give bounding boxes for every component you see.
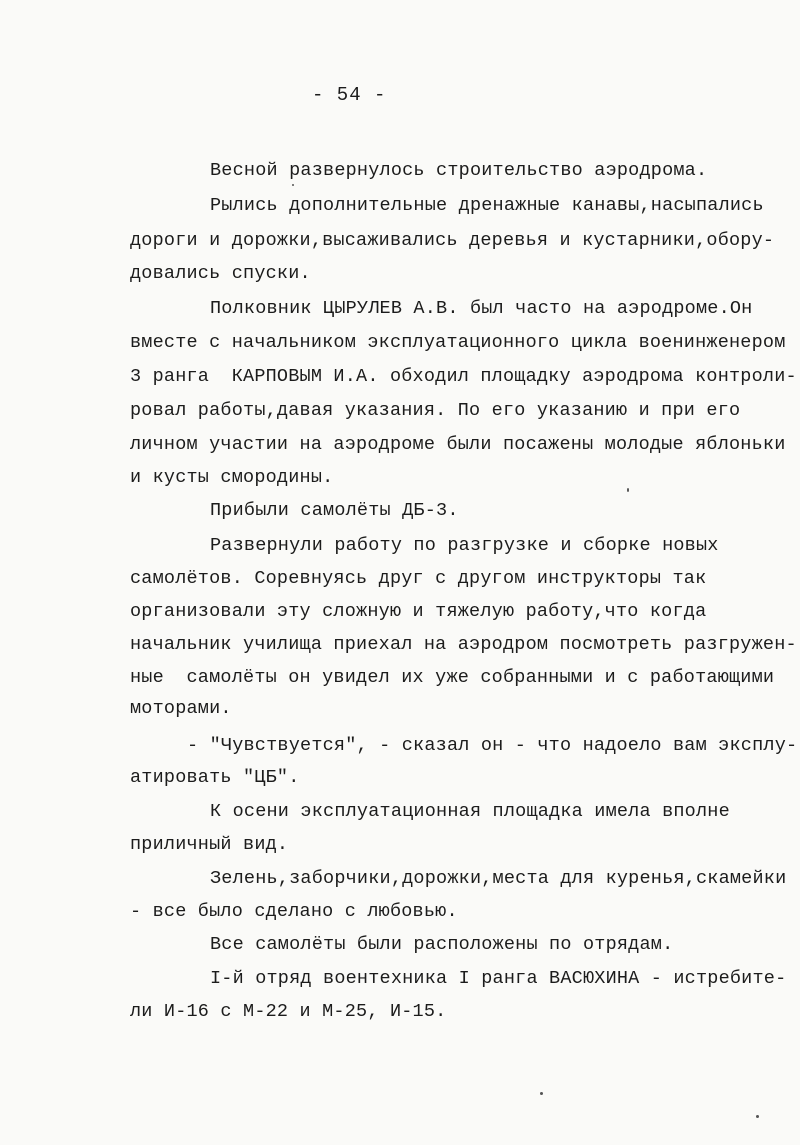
text-line: приличный вид. (130, 834, 289, 855)
text-line: К осени эксплуатационная площадка имела вполне (210, 801, 730, 822)
text-line: 3 ранга КАРПОВЫМ И.А. обходил площадку аэродрома контроли- (130, 366, 797, 387)
text-line: личном участии на аэродроме были посажены молодые яблоньки (130, 434, 786, 455)
text-line: Полковник ЦЫРУЛЕВ А.В. был часто на аэродроме.Он (210, 298, 753, 319)
text-line: и кусты смородины. (130, 467, 334, 488)
text-line: атировать "ЦБ". (130, 767, 300, 788)
page-number: - 54 - (312, 84, 387, 106)
text-line: Развернули работу по разгрузке и сборке новых (210, 535, 719, 556)
text-line: Зелень,заборчики,дорожки,места для куренья,скамейки (210, 868, 787, 889)
text-line: ровал работы,давая указания. По его указанию и при его (130, 400, 741, 421)
text-line: Все самолёты были расположены по отрядам. (210, 934, 674, 955)
scan-speck (540, 1092, 543, 1095)
scan-speck (627, 488, 629, 492)
text-line: ли И-16 с М-22 и М-25, И-15. (130, 1001, 447, 1022)
scan-speck (292, 184, 294, 186)
text-line: самолётов. Соревнуясь друг с другом инструкторы так (130, 568, 707, 589)
text-line: Прибыли самолёты ДБ-3. (210, 500, 459, 521)
text-line: Рылись дополнительные дренажные канавы,насыпались (210, 195, 764, 216)
text-line: организовали эту сложную и тяжелую работу,что когда (130, 601, 707, 622)
text-line: I-й отряд воентехника I ранга ВАСЮХИНА - истребите- (210, 968, 787, 989)
text-line: Весной развернулось строительство аэродрома. (210, 160, 708, 181)
text-line: моторами. (130, 698, 232, 719)
text-line: довались спуски. (130, 263, 311, 284)
text-line: ные самолёты он увидел их уже собранными и с работающими (130, 667, 775, 688)
text-line: дороги и дорожки,высаживались деревья и кустарники,обору- (130, 230, 775, 251)
text-line: - все было сделано с любовью. (130, 901, 458, 922)
text-line: начальник училища приехал на аэродром посмотреть разгружен- (130, 634, 797, 655)
text-line: - "Чувствуется", - сказал он - что надоело вам эксплу- (187, 735, 798, 756)
text-line: вместе с начальником эксплуатационного цикла военинженером (130, 332, 786, 353)
scan-speck (756, 1115, 759, 1118)
